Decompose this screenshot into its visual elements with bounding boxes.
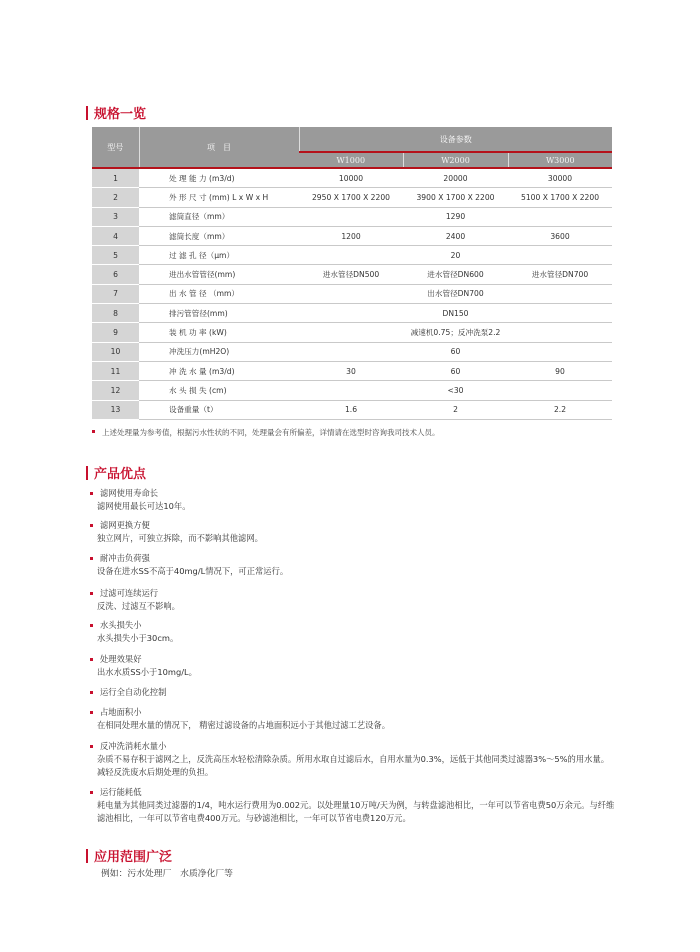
advantage-desc: 反洗、过滤互不影响。 <box>97 601 180 611</box>
spec-row-value-w3000: 30000 <box>508 168 612 188</box>
spec-row-value-w2000: 进水管径DN600 <box>403 265 508 284</box>
spec-row-item: 滤筒直径（mm） <box>139 207 299 226</box>
spec-row-value-w2000: 2400 <box>403 226 508 245</box>
spec-row-number: 7 <box>92 284 139 303</box>
bullet-icon <box>92 430 95 433</box>
bullet-icon <box>90 745 93 748</box>
spec-row-number: 9 <box>92 323 139 342</box>
specs-section-title <box>86 103 146 122</box>
spec-row-value-w1000: 进水管径DN500 <box>299 265 403 284</box>
header-w1000: W1000 <box>299 152 403 168</box>
spec-row-item: 排污管管径(mm) <box>139 304 299 323</box>
spec-row-item: 冲 洗 水 量 (m3/d) <box>139 361 299 380</box>
bullet-icon <box>90 524 93 527</box>
bullet-icon <box>90 691 93 694</box>
advantage-title: 滤网使用寿命长 <box>100 488 159 498</box>
spec-row-value-w1000: 2950 X 1700 X 2200 <box>299 188 403 207</box>
advantage-desc: 出水水质SS小于10mg/L。 <box>97 667 197 677</box>
advantage-desc: 水头损失小于30cm。 <box>97 633 179 643</box>
application-title: 应用范围广泛 <box>94 850 173 865</box>
spec-row-value-w3000: 2.2 <box>508 400 612 419</box>
spec-row-item: 滤筒长度（mm） <box>139 226 299 245</box>
spec-row <box>92 226 612 245</box>
spec-row <box>92 381 612 400</box>
header-model: 型号 <box>92 127 139 168</box>
spec-row-value: <30 <box>299 381 612 400</box>
spec-row-value: 60 <box>299 342 612 361</box>
spec-row <box>92 168 612 188</box>
spec-row-number: 12 <box>92 381 139 400</box>
advantage-item <box>90 587 617 613</box>
advantage-heading <box>90 686 166 699</box>
bullet-icon <box>90 791 93 794</box>
advantage-heading <box>90 519 617 532</box>
spec-row-value: 1290 <box>299 207 612 226</box>
header-w2000: W2000 <box>403 152 508 168</box>
spec-row-number: 1 <box>92 168 139 188</box>
advantage-title: 耐冲击负荷强 <box>100 553 150 563</box>
application-section-title <box>86 846 172 865</box>
advantage-title: 运行能耗低 <box>100 787 142 797</box>
spec-row-number: 11 <box>92 361 139 380</box>
advantage-heading <box>90 619 617 632</box>
spec-row-number: 6 <box>92 265 139 284</box>
advantage-heading <box>90 653 617 666</box>
advantage-title: 处理效果好 <box>100 654 142 664</box>
bullet-icon <box>90 557 93 560</box>
advantage-item <box>90 552 617 578</box>
advantages-section-title <box>86 463 146 482</box>
advantage-heading <box>90 487 617 500</box>
advantage-title: 滤网更换方便 <box>100 520 150 530</box>
spec-row-value-w1000: 1.6 <box>299 400 403 419</box>
spec-row-number: 3 <box>92 207 139 226</box>
bullet-icon <box>90 592 93 595</box>
advantage-heading <box>90 587 617 600</box>
spec-row-value-w1000: 30 <box>299 361 403 380</box>
spec-row-value-w2000: 2 <box>403 400 508 419</box>
spec-row-value-w1000: 1200 <box>299 226 403 245</box>
spec-note <box>92 427 440 438</box>
advantage-item <box>90 740 617 779</box>
advantage-heading <box>90 786 617 799</box>
application-example: 例如：污水处理厂 水质净化厂等 <box>101 869 233 879</box>
spec-row-number: 8 <box>92 304 139 323</box>
spec-row-value-w2000: 3900 X 1700 X 2200 <box>403 188 508 207</box>
header-w3000: W3000 <box>508 152 612 168</box>
bullet-icon <box>90 711 93 714</box>
advantage-desc: 独立网片，可独立拆除，而不影响其他滤网。 <box>97 533 263 543</box>
spec-row-item: 出 水 管 径 （mm） <box>139 284 299 303</box>
spec-row-item: 进出水管管径(mm) <box>139 265 299 284</box>
advantage-item <box>90 619 617 645</box>
spec-row-value-w2000: 60 <box>403 361 508 380</box>
spec-row-item: 冲洗压力(mH2O) <box>139 342 299 361</box>
title-accent-bar <box>86 466 88 480</box>
spec-row <box>92 323 612 342</box>
spec-row-item: 处 理 能 力 (m3/d) <box>139 168 299 188</box>
advantage-title: 运行全自动化控制 <box>100 687 167 697</box>
spec-row-value-w3000: 进水管径DN700 <box>508 265 612 284</box>
spec-row <box>92 284 612 303</box>
bullet-icon <box>90 624 93 627</box>
spec-row-value: 出水管径DN700 <box>299 284 612 303</box>
spec-row <box>92 207 612 226</box>
advantage-item <box>90 653 617 679</box>
spec-row-number: 10 <box>92 342 139 361</box>
advantage-desc: 耗电量为其他同类过滤器的1/4，吨水运行费用为0.002元。以处理量10万吨/天为例，与转盘滤池相比，一年可以节省电费50万余元。与纤维滤池相比，一年可以节省电费400万元。与砂滤池相比，一年可以节省电费120万元。 <box>97 800 615 823</box>
advantage-item <box>90 786 617 825</box>
spec-note-text: 上述处理量为参考值，根据污水性状的不同，处理量会有所偏差，详情请在选型时咨询我司技术人员。 <box>102 428 440 437</box>
spec-row <box>92 265 612 284</box>
spec-row <box>92 246 612 265</box>
advantage-heading <box>90 740 617 753</box>
spec-row-item: 过 滤 孔 径（μm） <box>139 246 299 265</box>
spec-row-item: 设备重量（t） <box>139 400 299 419</box>
spec-row-value-w3000: 3600 <box>508 226 612 245</box>
advantage-title: 过滤可连续运行 <box>100 588 159 598</box>
header-item: 项 目 <box>139 127 299 168</box>
advantage-title: 反冲洗消耗水量小 <box>100 741 167 751</box>
advantage-item <box>90 686 166 699</box>
spec-row-number: 2 <box>92 188 139 207</box>
spec-row <box>92 342 612 361</box>
title-accent-bar <box>86 849 88 863</box>
spec-row-value-w2000: 20000 <box>403 168 508 188</box>
spec-row-value-w1000: 10000 <box>299 168 403 188</box>
spec-table-body <box>92 168 612 419</box>
spec-row-item: 外 形 尺 寸 (mm) L x W x H <box>139 188 299 207</box>
advantage-title: 占地面积小 <box>100 707 142 717</box>
advantage-item <box>90 487 617 513</box>
advantages-title: 产品优点 <box>94 467 147 482</box>
spec-row-item: 水 头 损 失 (cm) <box>139 381 299 400</box>
spec-row <box>92 361 612 380</box>
title-accent-bar <box>86 106 88 120</box>
spec-row <box>92 400 612 419</box>
advantage-desc: 滤网使用最长可达10年。 <box>97 501 191 511</box>
spec-row <box>92 304 612 323</box>
spec-row-number: 5 <box>92 246 139 265</box>
header-params: 设备参数 <box>299 127 612 152</box>
spec-row-number: 13 <box>92 400 139 419</box>
spec-row-value: 20 <box>299 246 612 265</box>
advantage-heading <box>90 706 617 719</box>
advantage-item <box>90 519 617 545</box>
spec-row-item: 装 机 功 率 (kW) <box>139 323 299 342</box>
bullet-icon <box>90 492 93 495</box>
advantage-heading <box>90 552 617 565</box>
spec-table <box>92 127 612 420</box>
advantage-desc: 在相同处理水量的情况下， 精密过滤设备的占地面积远小于其他过滤工艺设备。 <box>97 720 391 730</box>
advantage-item <box>90 706 617 732</box>
spec-row-value-w3000: 90 <box>508 361 612 380</box>
specs-title: 规格一览 <box>94 107 147 122</box>
spec-row-value-w3000: 5100 X 1700 X 2200 <box>508 188 612 207</box>
spec-row <box>92 188 612 207</box>
advantage-desc: 设备在进水SS不高于40mg/L情况下，可正常运行。 <box>97 566 289 576</box>
advantage-title: 水头损失小 <box>100 620 142 630</box>
spec-row-value: DN150 <box>299 304 612 323</box>
spec-row-value: 减速机0.75；反冲洗泵2.2 <box>299 323 612 342</box>
spec-row-number: 4 <box>92 226 139 245</box>
advantage-desc: 杂质不易存积于滤网之上，反洗高压水轻松清除杂质。所用水取自过滤后水，自用水量为0.3%，远低于其他同类过滤器3%～5%的用水量。减轻反洗废水后期处理的负担。 <box>97 754 610 777</box>
bullet-icon <box>90 658 93 661</box>
